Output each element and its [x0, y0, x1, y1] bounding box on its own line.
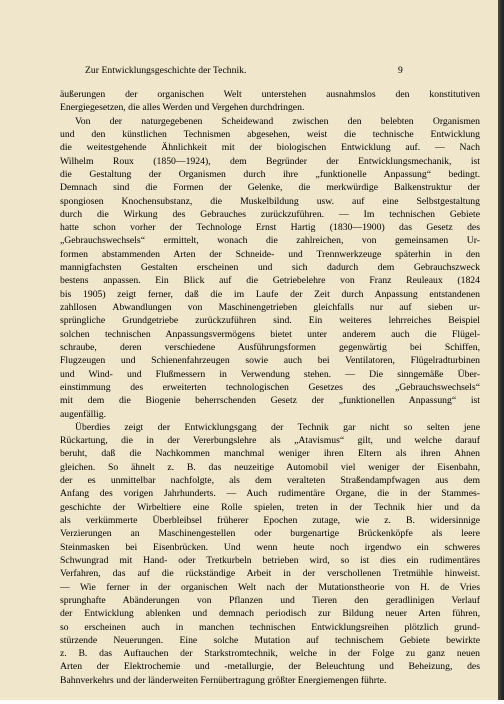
text-line: sprüngliche Grundgetriebe zurückzuführen sind. Ein weiteres lehrreiches Beispiel: [60, 315, 480, 327]
text-line: hatte schon vorher der Technologe Ernst Hartig (1830—1900) das Gesetz des: [60, 222, 480, 234]
text-line: durch die Wirkung des Gebrauches zurückzuführen. — Im technischen Gebiete: [60, 208, 480, 220]
text-line: Verfahren, das auf die rückständige Arbeit in der verschollenen Tretmühle hinweist.: [60, 568, 480, 580]
text-line: so erscheinen auch in manchen technischen Entwicklungsreihen plötzlich grund-: [60, 621, 480, 633]
text-line: einstimmung des erweiterten technologischen Gesetzes des „Gebrauchswechsels“: [60, 381, 480, 393]
text-line: und Wind- und Flußmessern in Verwendung stehen. — Die sinngemäße Über-: [60, 368, 480, 380]
text-line: äußerungen der organischen Welt unterstehen ausnahmslos den konstitutiven: [60, 89, 480, 100]
body-text: [60, 88, 480, 687]
text-line: als verkümmerte Überbleibsel früherer Epochen zutage, wie z. B. widersinnige: [60, 515, 480, 526]
text-line: die Gestaltung der Organismen durch ihre „funktionelle Anpassung“ bedingt.: [60, 168, 480, 180]
text-line: Schwungrad mit Hand- oder Tretkurbeln betrieben wird, so ist dies ein rudimentäres: [60, 554, 480, 566]
text-line: bis 1905) zeigt ferner, daß die im Laufe der Zeit durch Anpassung entstandenen: [60, 288, 480, 300]
text-line: mannigfachsten Gestalten erscheinen und sich dadurch dem Gebrauchszweck: [60, 262, 480, 274]
text-line: stürzende Neuerungen. Eine solche Mutation auf technischem Gebiete bewirkte: [60, 634, 480, 646]
page-number: 9: [398, 65, 403, 76]
text-line: — Wie ferner in der organischen Welt nach der Mutationstheorie von H. de Vries: [60, 581, 480, 593]
text-line: Anfang des vorigen Jahrhunderts. — Auch rudimentäre Organe, die in der Stammes-: [60, 488, 480, 500]
text-line: z. B. das Auftauchen der Starkstromtechnik, welche in der Folge zu ganz neuen: [60, 648, 480, 660]
text-line: solchen technischen Anpassungsvermögens bietet unter anderem auch die Flügel-: [60, 328, 480, 340]
text-line: Flugzeugen und Schienenfahrzeugen sowie auch bei Ventilatoren, Flügelradturbinen: [60, 355, 480, 367]
page-bottom-margin: [0, 700, 504, 704]
running-title: Zur Entwicklungsgeschichte der Technik.: [85, 65, 247, 76]
text-line: der Entwicklung ablenken und demnach periodisch zur Bildung neuer Arten führen,: [60, 608, 480, 620]
text-line: schraube, deren verschiedene Ausführungsformen gegenwärtig bei Schiffen,: [60, 341, 480, 353]
text-line: Energiegesetzen, die alles Werden und Vergehen durchdringen.: [60, 102, 305, 114]
text-line: Demnach sind die Formen der Gelenke, die merkwürdige Balkenstruktur der: [60, 182, 480, 194]
book-edge-shadow: [498, 0, 504, 704]
text-line: der es unmittelbar nachfolgte, als dem veralteten Straßendampfwagen aus dem: [60, 475, 480, 487]
text-line: die weitestgehende Ähnlichkeit mit der biologischen Entwicklung auf. — Nach: [60, 142, 480, 154]
text-line: geschichte der Wirbeltiere eine Rolle spielen, treten in der Technik hier und da: [60, 501, 480, 513]
text-line: Rückartung, die in der Vererbungslehre als „Atavismus“ gilt, und welche darauf: [60, 435, 480, 447]
text-line: beruht, daß die Nachkommen manchmal weniger ihren Eltern als ihren Ahnen: [60, 448, 480, 460]
text-line: Wilhelm Roux (1850—1924), dem Begründer der Entwicklungsmechanik, ist: [60, 155, 480, 167]
text-line: zahllosen Abwandlungen von Maschinengetrieben gleichfalls nur auf sieben ur-: [60, 302, 480, 313]
text-line: Verzierungen an Maschinengestellen oder burgenartige Brückenköpfe als leere: [60, 528, 480, 540]
text-line: Steinmasken bei Eisenbrücken. Und wenn heute noch irgendwo ein schweres: [60, 541, 480, 553]
text-line: spongiosen Knochensubstanz, die Muskelbildung usw. auf eine Selbstgestaltung: [60, 195, 480, 207]
text-line: Arten der Elektrochemie und -metallurgie, der Beleuchtung und Beheizung, des: [60, 661, 480, 673]
text-line: Bahnverkehrs und der länderweiten Fernübertragung größter Energiemengen führte.: [60, 674, 387, 686]
text-line: augenfällig.: [60, 408, 106, 420]
text-line: formen abstammenden Arten der Schneide- und Trennwerkzeuge späterhin in den: [60, 248, 480, 260]
text-line: und den künstlichen Technismen abgesehen, weist die technische Entwicklung: [60, 128, 480, 140]
text-line: mit dem die Biogenie beherrschenden Gesetz der „funktionellen Anpassung“ ist: [60, 395, 480, 407]
text-line: bestens anpassen. Ein Blick auf die Getriebelehre von Franz Reuleaux (1824: [60, 275, 480, 287]
text-line: gleichen. So ähnelt z. B. das neuzeitige Automobil viel weniger der Eisenbahn,: [60, 461, 480, 473]
text-line: „Gebrauchswechsels“ ermittelt, wonach die zahlreichen, von gemeinsamen Ur-: [60, 235, 480, 247]
text-line: Von der naturgegebenen Scheidewand zwischen den belebten Organismen: [75, 115, 480, 127]
text-line: sprunghafte Abänderungen von Pflanzen und Tieren den geradlinigen Verlauf: [60, 594, 480, 606]
text-line: Überdies zeigt der Entwicklungsgang der Technik gar nicht so selten jene: [75, 421, 480, 433]
